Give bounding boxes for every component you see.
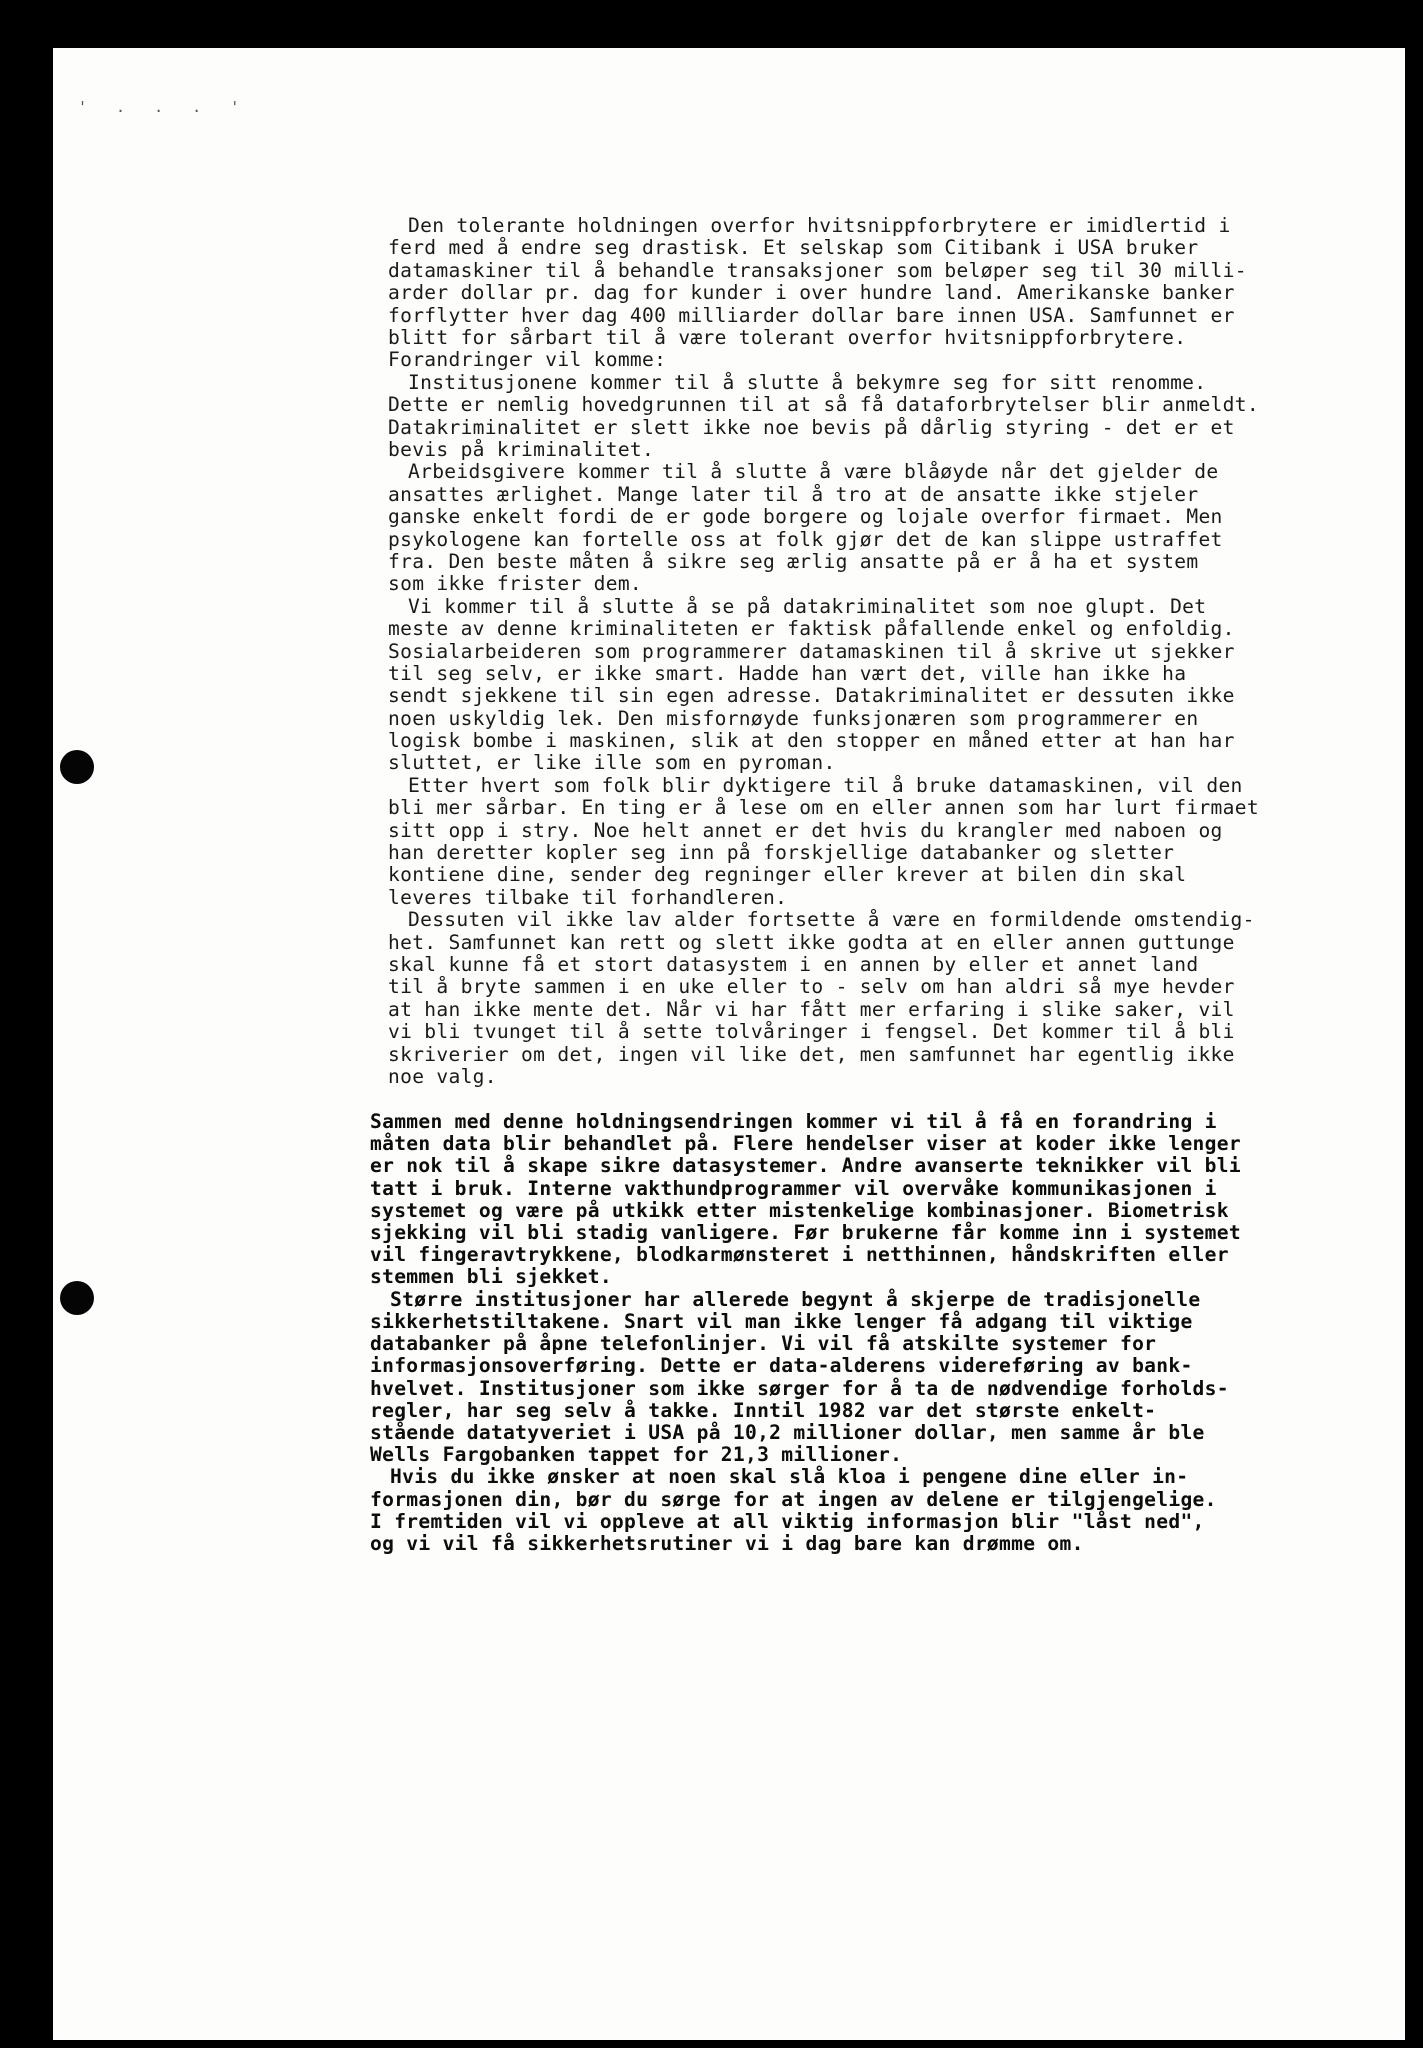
- text-line: I fremtiden vil vi oppleve at all viktig informasjon blir "låst ned",: [370, 1510, 1205, 1533]
- text-line: ganske enkelt fordi de er gode borgere og lojale overfor firmaet. Men: [388, 505, 1223, 528]
- text-line: Dessuten vil ikke lav alder fortsette å være en formildende omstendig-: [408, 908, 1255, 931]
- text-line: noen uskyldig lek. Den misfornøyde funksjonæren som programmerer en: [388, 707, 1199, 730]
- text-line: Hvis du ikke ønsker at noen skal slå kloa i pengene dine eller in-: [390, 1465, 1189, 1488]
- text-line: datamaskiner til å behandle transaksjoner som beløper seg til 30 milli-: [388, 259, 1247, 282]
- text-line: tatt i bruk. Interne vakthundprogrammer vil overvåke kommunikasjonen i: [370, 1177, 1217, 1200]
- text-line: måten data blir behandlet på. Flere hendelser viser at koder ikke lenger: [370, 1132, 1241, 1155]
- corner-marks: ' . . . ': [78, 98, 250, 116]
- text-line: sluttet, er like ille som en pyroman.: [388, 751, 836, 774]
- text-line: Datakriminalitet er slett ikke noe bevis på dårlig styring - det er et: [388, 416, 1235, 439]
- text-line: ferd med å endre seg drastisk. Et selskap som Citibank i USA bruker: [388, 236, 1199, 259]
- text-line: stemmen bli sjekket.: [370, 1265, 612, 1288]
- text-line: Arbeidsgivere kommer til å slutte å være blåøyde når det gjelder de: [408, 460, 1219, 483]
- punch-hole-top: [60, 750, 94, 784]
- text-line: bli mer sårbar. En ting er å lese om en eller annen som har lurt firmaet: [388, 796, 1259, 819]
- text-line: systemet og være på utkikk etter mistenkelige kombinasjoner. Biometrisk: [370, 1199, 1229, 1222]
- text-line: vil fingeravtrykkene, blodkarmønsteret i netthinnen, håndskriften eller: [370, 1243, 1229, 1266]
- text-line: Sammen med denne holdningsendringen kommer vi til å få en forandring i: [370, 1110, 1217, 1133]
- text-line: Forandringer vil komme:: [388, 348, 667, 371]
- text-line: som ikke frister dem.: [388, 572, 643, 595]
- text-line: han deretter kopler seg inn på forskjellige databanker og sletter: [388, 841, 1175, 864]
- text-line: formasjonen din, bør du sørge for at ingen av delene er tilgjengelige.: [370, 1488, 1217, 1511]
- text-line: til seg selv, er ikke smart. Hadde han vært det, ville han ikke ha: [388, 662, 1187, 685]
- text-line: og vi vil få sikkerhetsrutiner vi i dag bare kan drømme om.: [370, 1532, 1084, 1555]
- text-line: hvelvet. Institusjoner som ikke sørger for å ta de nødvendige forholds-: [370, 1377, 1229, 1400]
- text-line: skal kunne få et stort datasystem i en annen by eller et annet land: [388, 953, 1199, 976]
- text-line: noe valg.: [388, 1065, 497, 1088]
- text-line: databanker på åpne telefonlinjer. Vi vil få atskilte systemer for: [370, 1332, 1157, 1355]
- text-line: Sosialarbeideren som programmerer datamaskinen til å skrive ut sjekker: [388, 640, 1235, 663]
- text-line: bevis på kriminalitet.: [388, 438, 655, 461]
- text-line: regler, har seg selv å takke. Inntil 1982 var det største enkelt-: [370, 1399, 1157, 1422]
- text-line: Institusjonene kommer til å slutte å bekymre seg for sitt renomme.: [408, 371, 1207, 394]
- text-line: til å bryte sammen i en uke eller to - selv om han aldri så mye hevder: [388, 975, 1235, 998]
- text-line: Etter hvert som folk blir dyktigere til å bruke datamaskinen, vil den: [408, 774, 1243, 797]
- text-line: meste av denne kriminaliteten er faktisk påfallende enkel og enfoldig.: [388, 617, 1235, 640]
- text-line: stående datatyveriet i USA på 10,2 millioner dollar, men samme år ble: [370, 1421, 1205, 1444]
- text-line: blitt for sårbart til å være tolerant overfor hvitsnippforbrytere.: [388, 326, 1187, 349]
- text-line: skriverier om det, ingen vil like det, men samfunnet har egentlig ikke: [388, 1043, 1235, 1066]
- text-line: kontiene dine, sender deg regninger eller krever at bilen din skal: [388, 863, 1187, 886]
- text-line: Dette er nemlig hovedgrunnen til at så få dataforbrytelser blir anmeldt.: [388, 393, 1259, 416]
- text-line: sikkerhetstiltakene. Snart vil man ikke lenger få adgang til viktige: [370, 1310, 1193, 1333]
- text-line: sjekking vil bli stadig vanligere. Før brukerne får komme inn i systemet: [370, 1221, 1241, 1244]
- text-line: Vi kommer til å slutte å se på datakriminalitet som noe glupt. Det: [408, 595, 1207, 618]
- text-line: arder dollar pr. dag for kunder i over hundre land. Amerikanske banker: [388, 281, 1235, 304]
- text-line: informasjonsoverføring. Dette er data-alderens videreføring av bank-: [370, 1354, 1193, 1377]
- text-line: psykologene kan fortelle oss at folk gjør det de kan slippe ustraffet: [388, 528, 1223, 551]
- text-line: forflytter hver dag 400 milliarder dollar bare innen USA. Samfunnet er: [388, 304, 1235, 327]
- text-line: sendt sjekkene til sin egen adresse. Datakriminalitet er dessuten ikke: [388, 684, 1235, 707]
- text-line: het. Samfunnet kan rett og slett ikke godta at en eller annen guttunge: [388, 931, 1235, 954]
- text-line: er nok til å skape sikre datasystemer. Andre avanserte teknikker vil bli: [370, 1154, 1241, 1177]
- text-line: logisk bombe i maskinen, slik at den stopper en måned etter at han har: [388, 729, 1235, 752]
- text-line: Wells Fargobanken tappet for 21,3 millioner.: [370, 1443, 903, 1466]
- text-line: ansattes ærlighet. Mange later til å tro at de ansatte ikke stjeler: [388, 483, 1199, 506]
- text-line: at han ikke mente det. Når vi har fått mer erfaring i slike saker, vil: [388, 998, 1235, 1021]
- text-line: leveres tilbake til forhandleren.: [388, 886, 788, 909]
- text-line: fra. Den beste måten å sikre seg ærlig ansatte på er å ha et system: [388, 550, 1199, 573]
- punch-hole-bottom: [60, 1281, 94, 1315]
- text-line: Den tolerante holdningen overfor hvitsnippforbrytere er imidlertid i: [408, 214, 1231, 237]
- text-line: vi bli tvunget til å sette tolvåringer i fengsel. Det kommer til å bli: [388, 1020, 1235, 1043]
- text-line: Større institusjoner har allerede begynt å skjerpe de tradisjonelle: [390, 1288, 1201, 1311]
- text-line: sitt opp i stry. Noe helt annet er det hvis du krangler med naboen og: [388, 819, 1223, 842]
